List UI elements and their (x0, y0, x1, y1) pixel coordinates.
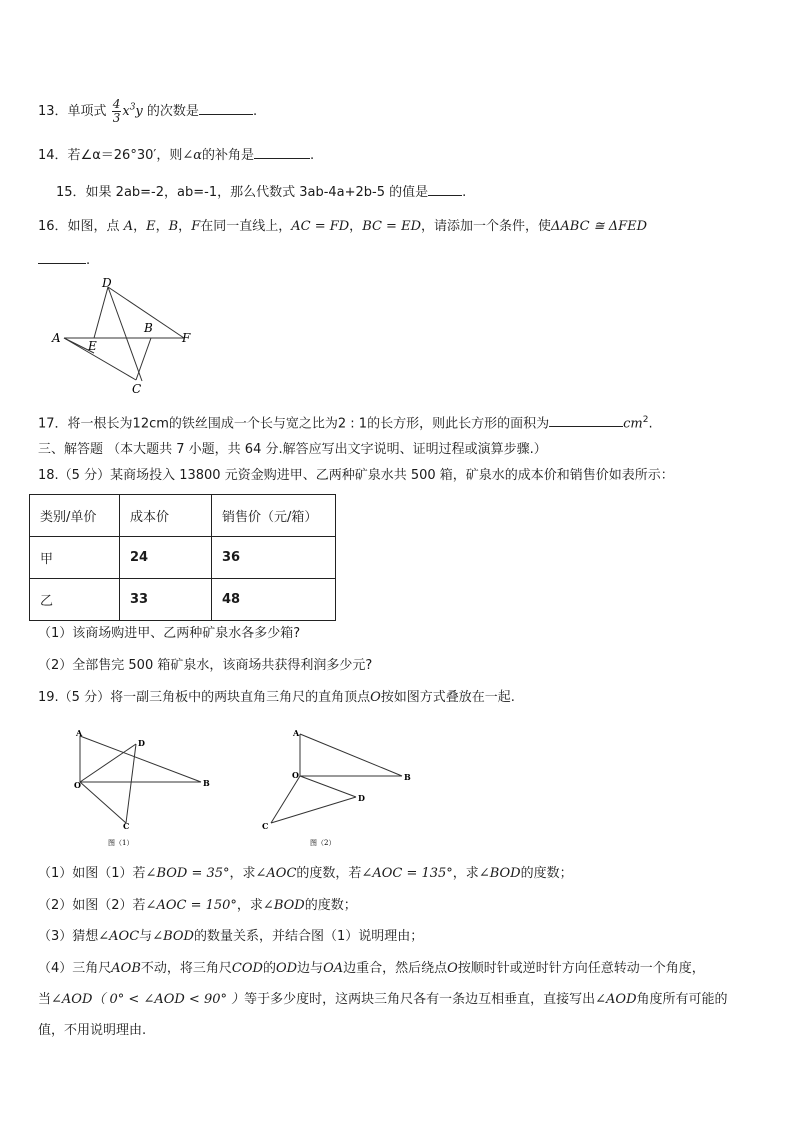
q17-end: . (648, 416, 653, 432)
q19-sub1 (38, 865, 573, 883)
q17-answer-blank[interactable] (549, 413, 623, 427)
q14-end: . (310, 148, 315, 163)
q19-sub3-a: （3）猜想 (38, 929, 99, 944)
q19-sub3-c: 与 (139, 929, 153, 944)
q19-sub4-line3 (38, 1022, 146, 1040)
q16-line1: 16．如图，点 (38, 219, 120, 234)
q19-sub2 (38, 897, 357, 915)
q14-number: 14． (38, 148, 68, 163)
table-header-cell: 销售价（元/箱） (212, 495, 336, 537)
q19-text: 19.（5 分）将一副三角板中的两块直角三角尺的直角顶点 (38, 690, 371, 705)
q14-answer-blank[interactable] (254, 145, 310, 159)
q16-point-e: E (146, 219, 156, 234)
q19-sub2-a: （2）如图（2）若 (38, 898, 146, 913)
q13-var-x: x (122, 104, 130, 119)
table-row (30, 537, 336, 579)
q19-sub4-line1 (38, 960, 705, 978)
table-header-row (30, 495, 336, 537)
q19-sub4-p: 角度所有可能的 (636, 992, 728, 1007)
q13-fraction (112, 98, 122, 125)
fig2-line-od (300, 776, 356, 797)
q13-end: . (252, 104, 258, 119)
q16-label-e: E (88, 339, 97, 353)
question-13 (38, 98, 257, 125)
q19-sub1-d: ∠AOC (255, 866, 297, 881)
fig2-label-d: D (358, 793, 365, 803)
q19-sub3-e: 的数量关系，并结合图（1）说明理由； (193, 929, 424, 944)
q13-post: 的次数是 (146, 104, 199, 119)
q16-label-f: F (182, 331, 191, 345)
q19-sub1-b: ∠BOD = 35° (145, 866, 230, 881)
q13-number: 13． (38, 104, 68, 119)
table-row (30, 579, 336, 621)
q16-label-a: A (52, 331, 61, 345)
q13-exponent: 3 (129, 102, 136, 113)
fig2-label-c: C (262, 821, 269, 831)
fig1-caption: 图（1） (108, 839, 134, 847)
table-cell: 48 (212, 579, 336, 621)
q19-sub1-g: ，求 (452, 866, 479, 881)
q19-sub1-a: （1）如图（1）若 (38, 866, 146, 881)
fig2-line-ab (300, 734, 402, 776)
question-16-blank-line (38, 250, 90, 270)
q15-text: 15．如果 2ab=-2，ab=-1，那么代数式 3ab-4a+2b-5 的值是 (56, 185, 429, 200)
q15-end: . (462, 185, 467, 200)
q14-angle2: ∠α (182, 148, 203, 163)
q16-point-a: A (123, 219, 134, 234)
q19-figure-1 (68, 726, 218, 851)
question-19 (38, 689, 515, 707)
q19-sub3-d: ∠BOD (152, 929, 194, 944)
table-cell: 乙 (30, 579, 120, 621)
fig2-label-a: A (293, 728, 300, 738)
q16-line-de (94, 287, 108, 338)
q19-sub2-c: ，求 (236, 898, 263, 913)
question-14 (38, 145, 314, 165)
table-cell: 甲 (30, 537, 120, 579)
q19-sub2-d: ∠BOD (262, 898, 305, 913)
q16-cond2: BC = ED (362, 219, 421, 234)
q16-point-f: F (191, 219, 201, 234)
q19-sub4-m: ∠AOD（ 0° < ∠AOD < 90° ） (51, 992, 245, 1007)
q19-sub4-o: ∠AOD (595, 992, 637, 1007)
table-cell: 36 (212, 537, 336, 579)
q17-unit: cm (623, 416, 643, 432)
q19-sub1-c: ，求 (229, 866, 256, 881)
q16-answer-blank[interactable] (38, 250, 86, 264)
fig1-line-od (80, 744, 136, 782)
q18-price-table (29, 494, 336, 621)
question-17 (38, 411, 653, 433)
q19-sub1-f: ∠AOC = 135° (361, 866, 453, 881)
section-3-text: 三、解答题 （本大题共 7 小题，共 64 分.解答应写出文字说明、证明过程或演算步骤.） (38, 442, 547, 457)
q18-sub1 (38, 625, 300, 643)
q18-sub1-text: （1）该商场购进甲、乙两种矿泉水各多少箱? (38, 626, 301, 641)
fig2-label-b: B (404, 772, 411, 782)
q16-mid: 在同一直线上， (200, 219, 292, 234)
fig1-line-oc (80, 782, 126, 823)
q19-sub3 (38, 928, 423, 946)
q19-sub4-a: （4）三角尺 (38, 961, 112, 976)
fig1-label-d: D (138, 738, 145, 748)
q16-figure (44, 272, 204, 397)
q19-sub4-l: 当 (38, 992, 52, 1007)
table-cell: 33 (120, 579, 212, 621)
q19-sub2-e: 的度数； (304, 898, 357, 913)
q18-text: 18.（5 分）某商场投入 13800 元资金购进甲、乙两种矿泉水共 500 箱，矿泉水的成本价和销售价如表所示： (38, 468, 674, 483)
q13-frac-num: 4 (112, 97, 121, 111)
fig1-label-c: C (123, 821, 130, 831)
q16-label-c: C (132, 382, 142, 396)
q17-exponent: 2 (642, 415, 649, 425)
q16-congruence: ΔABC ≅ ΔFED (551, 219, 648, 234)
q14-post: 的补角是 (202, 148, 255, 163)
table-cell: 24 (120, 537, 212, 579)
q19-sub1-i: 的度数； (520, 866, 573, 881)
q16-line-bc (136, 338, 151, 380)
q13-prefix: 单项式 (67, 104, 107, 119)
q19-sub4-line2 (38, 991, 728, 1009)
q19-sub2-b: ∠AOC = 150° (145, 898, 237, 913)
table-header-cell: 类别/单价 (30, 495, 120, 537)
q19-sub4-g: 边与 (297, 961, 324, 976)
section-3-heading (38, 441, 547, 459)
q16-end: . (86, 253, 91, 268)
q13-var-y: y (135, 104, 143, 119)
q19-sub4-d: COD (231, 961, 263, 976)
q19-figure-2 (258, 726, 428, 851)
fig1-label-o: O (74, 780, 81, 790)
fig1-label-a: A (76, 728, 83, 738)
q19-sub1-h: ∠BOD (478, 866, 521, 881)
q18-sub2-text: （2）全部售完 500 箱矿泉水，该商场共获得利润多少元? (38, 658, 373, 673)
fig2-label-o: O (292, 770, 299, 780)
q19-sub4-n: 等于多少度时，这两块三角尺各有一条边互相垂直，直接写出 (244, 992, 596, 1007)
q19-sub4-i: 边重合，然后绕点 (343, 961, 448, 976)
q19-sub4-e: 的 (262, 961, 276, 976)
q19-sub3-b: ∠AOC (98, 929, 140, 944)
q19-text2: 按如图方式叠放在一起. (380, 690, 515, 705)
q14-angle: ∠α＝26°30′ (80, 148, 157, 163)
q19-sub4-q: 值，不用说明理由. (38, 1023, 147, 1038)
q19-sub4-k: 按顺时针或逆时针方向任意转动一个角度， (457, 961, 705, 976)
q16-point-b: B (168, 219, 179, 234)
q19-sub4-j: O (447, 961, 458, 976)
fig2-line-cd (271, 797, 356, 823)
q16-post: ，请添加一个条件，使 (421, 219, 552, 234)
q13-answer-blank[interactable] (199, 101, 253, 115)
q16-cond1: AC = FD (291, 219, 350, 234)
q13-frac-den: 3 (112, 111, 121, 125)
q19-sub4-c: 不动，将三角尺 (140, 961, 232, 976)
q19-point-o: O (370, 690, 381, 705)
q14-prefix: 若 (67, 148, 81, 163)
q16-label-d: D (102, 276, 112, 290)
q14-mid: ，则 (156, 148, 183, 163)
q19-sub4-f: OD (275, 961, 298, 976)
q19-sub1-e: 的度数，若 (296, 866, 362, 881)
question-15 (56, 182, 466, 202)
table-header-cell: 成本价 (120, 495, 212, 537)
q17-text: 17．将一根长为12cm的铁丝围成一个长与宽之比为2 : 1的长方形，则此长方形的面积为 (38, 416, 550, 432)
q19-sub4-b: AOB (111, 961, 141, 976)
q19-sub4-h: OA (323, 961, 344, 976)
q18-sub2 (38, 657, 372, 675)
question-18 (38, 467, 674, 485)
q16-line-ac (64, 338, 136, 380)
fig2-caption: 图（2） (310, 839, 336, 847)
q16-label-b: B (144, 321, 153, 335)
question-16: 16．如图，点 A，E，B，F在同一直线上，AC = FD，BC = ED，请添加一个条件，使ΔABC ≅ ΔFED (38, 219, 648, 234)
fig1-label-b: B (203, 778, 210, 788)
q15-answer-blank[interactable] (428, 182, 462, 196)
